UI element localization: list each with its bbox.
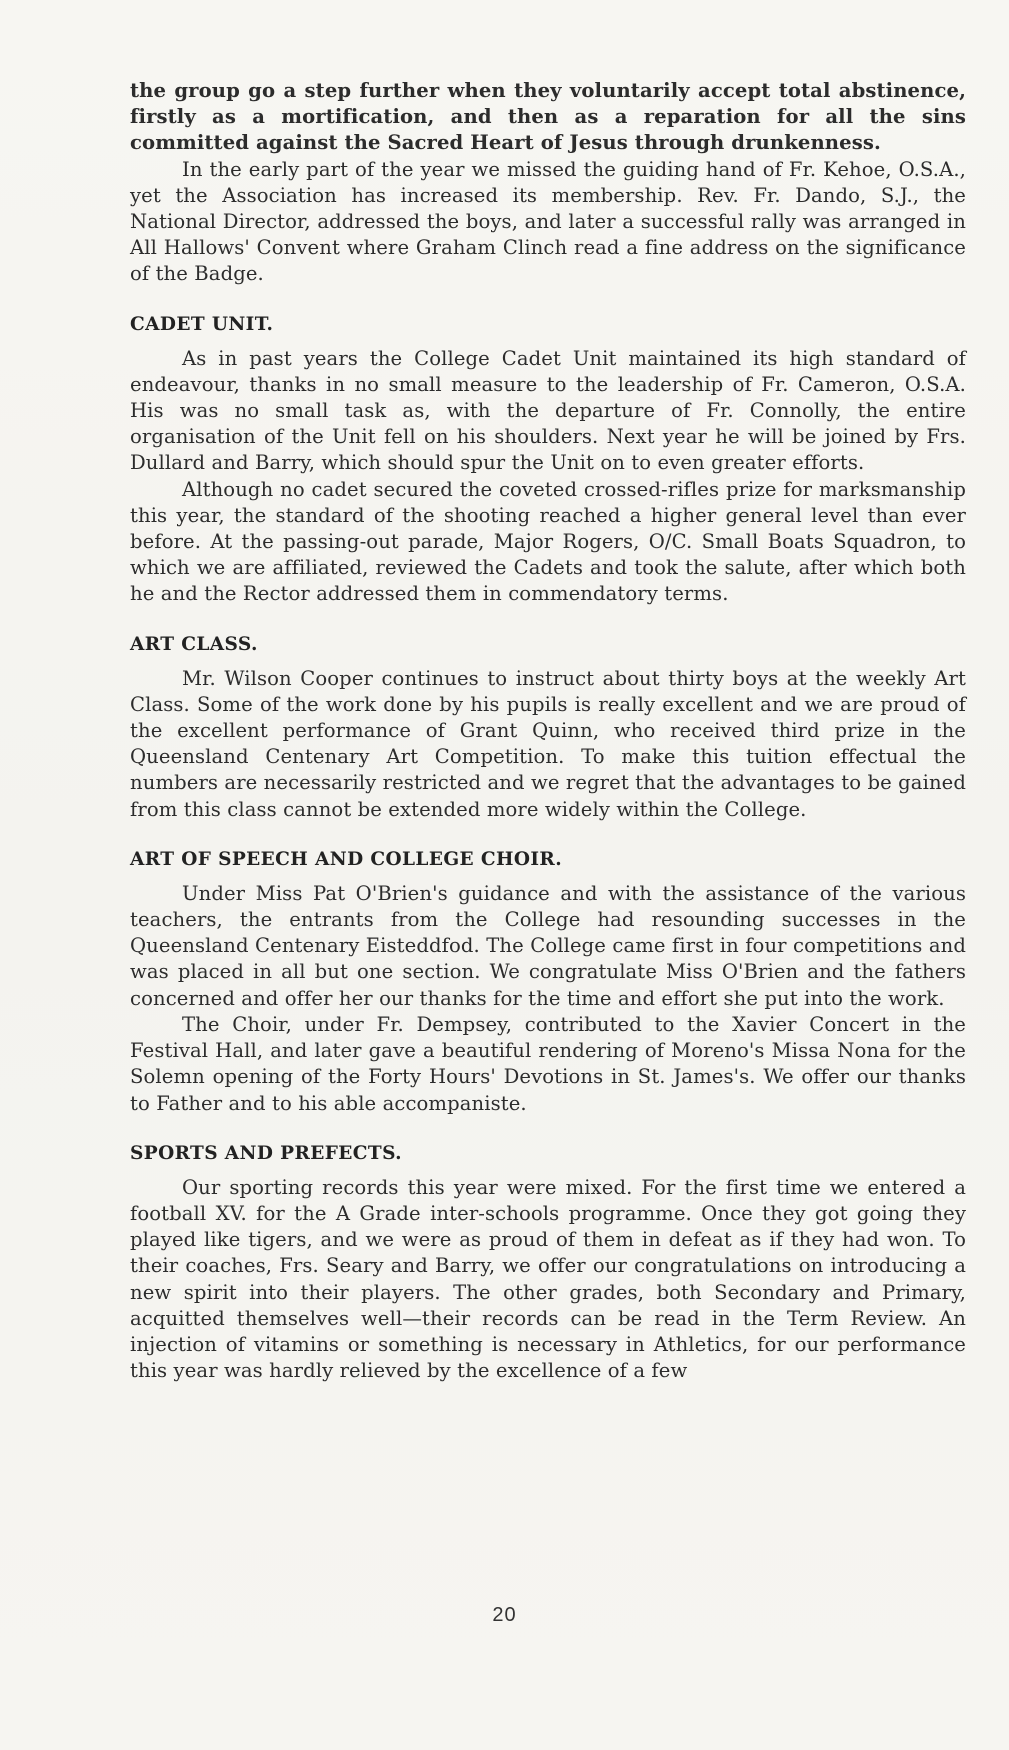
text-column: [130, 78, 966, 1384]
intro-paragraph: In the early part of the year we missed the guiding hand of Fr. Kehoe, O.S.A., yet the Association has increased its membership. Rev. Fr. Dando, S.J., the National Director, addressed the boys, and later a successful rally was arranged in All Hallows' Convent where Graham Clinch read a fine address on the significance of the Badge.: [130, 157, 966, 286]
section-heading-art-class: ART CLASS.: [130, 633, 258, 655]
section-heading-art-of-speech: ART OF SPEECH AND COLLEGE CHOIR.: [130, 848, 563, 870]
section-heading-sports-prefects: SPORTS AND PREFECTS.: [130, 1142, 403, 1164]
cadet-paragraph-1: As in past years the College Cadet Unit maintained its high standard of endeavour, thanks in no small measure to the leadership of Fr. Cameron, O.S.A. His was no small task as, with the departure of Fr. Connolly, the entire organisation of the Unit fell on his shoulders. Next year he will be joined by Frs. Dullard and Barry, which should spur the Unit on to even greater efforts.: [130, 346, 966, 475]
cadet-paragraph-2: Although no cadet secured the coveted crossed-rifles prize for marksmanship this year, the standard of the shooting reached a higher general level than ever before. At the passing-out parade, Major Rogers, O/C. Small Boats Squadron, to which we are affiliated, reviewed the Cadets and took the salute, after which both he and the Rector addressed them in commendatory terms.: [130, 477, 966, 606]
sports-paragraph-1: Our sporting records this year were mixed. For the first time we entered a football XV. for the A Grade inter-schools programme. Once they got going they played like tigers, and we were as proud of them in defeat as if they had won. To their coaches, Frs. Seary and Barry, we offer our congratulations on introducing a new spirit into their players. The other grades, both Secondary and Primary, acquitted themselves well—their records can be read in the Term Review. An injection of vitamins or something is necessary in Athletics, for our performance this year was hardly relieved by the excellence of a few: [130, 1175, 966, 1383]
choir-paragraph: The Choir, under Fr. Dempsey, contributed to the Xavier Concert in the Festival Hall, and later gave a beautiful rendering of Moreno's Missa Nona for the Solemn opening of the Forty Hours' Devotions in St. James's. We offer our thanks to Father and to his able accompaniste.: [130, 1012, 966, 1115]
page-number: 20: [492, 1604, 517, 1626]
section-heading-cadet-unit: CADET UNIT.: [130, 313, 274, 335]
speech-paragraph-1: Under Miss Pat O'Brien's guidance and with the assistance of the various teachers, the entrants from the College had resounding successes in the Queensland Centenary Eisteddfod. The College came first in four competitions and was placed in all but one section. We congratulate Miss O'Brien and the fathers concerned and offer her our thanks for the time and effort she put into the work.: [130, 881, 966, 1010]
opening-paragraph: the group go a step further when they voluntarily accept total abstinence, firstly as a mortification, and then as a reparation for all the sins committed against the Sacred Heart of Jesus through drunkenness.: [130, 79, 966, 155]
art-paragraph-1: Mr. Wilson Cooper continues to instruct about thirty boys at the weekly Art Class. Some of the work done by his pupils is really excellent and we are proud of the excellent performance of Grant Quinn, who received third prize in the Queensland Centenary Art Competition. To make this tuition effectual the numbers are necessarily restricted and we regret that the advantages to be gained from this class cannot be extended more widely within the College.: [130, 666, 967, 821]
